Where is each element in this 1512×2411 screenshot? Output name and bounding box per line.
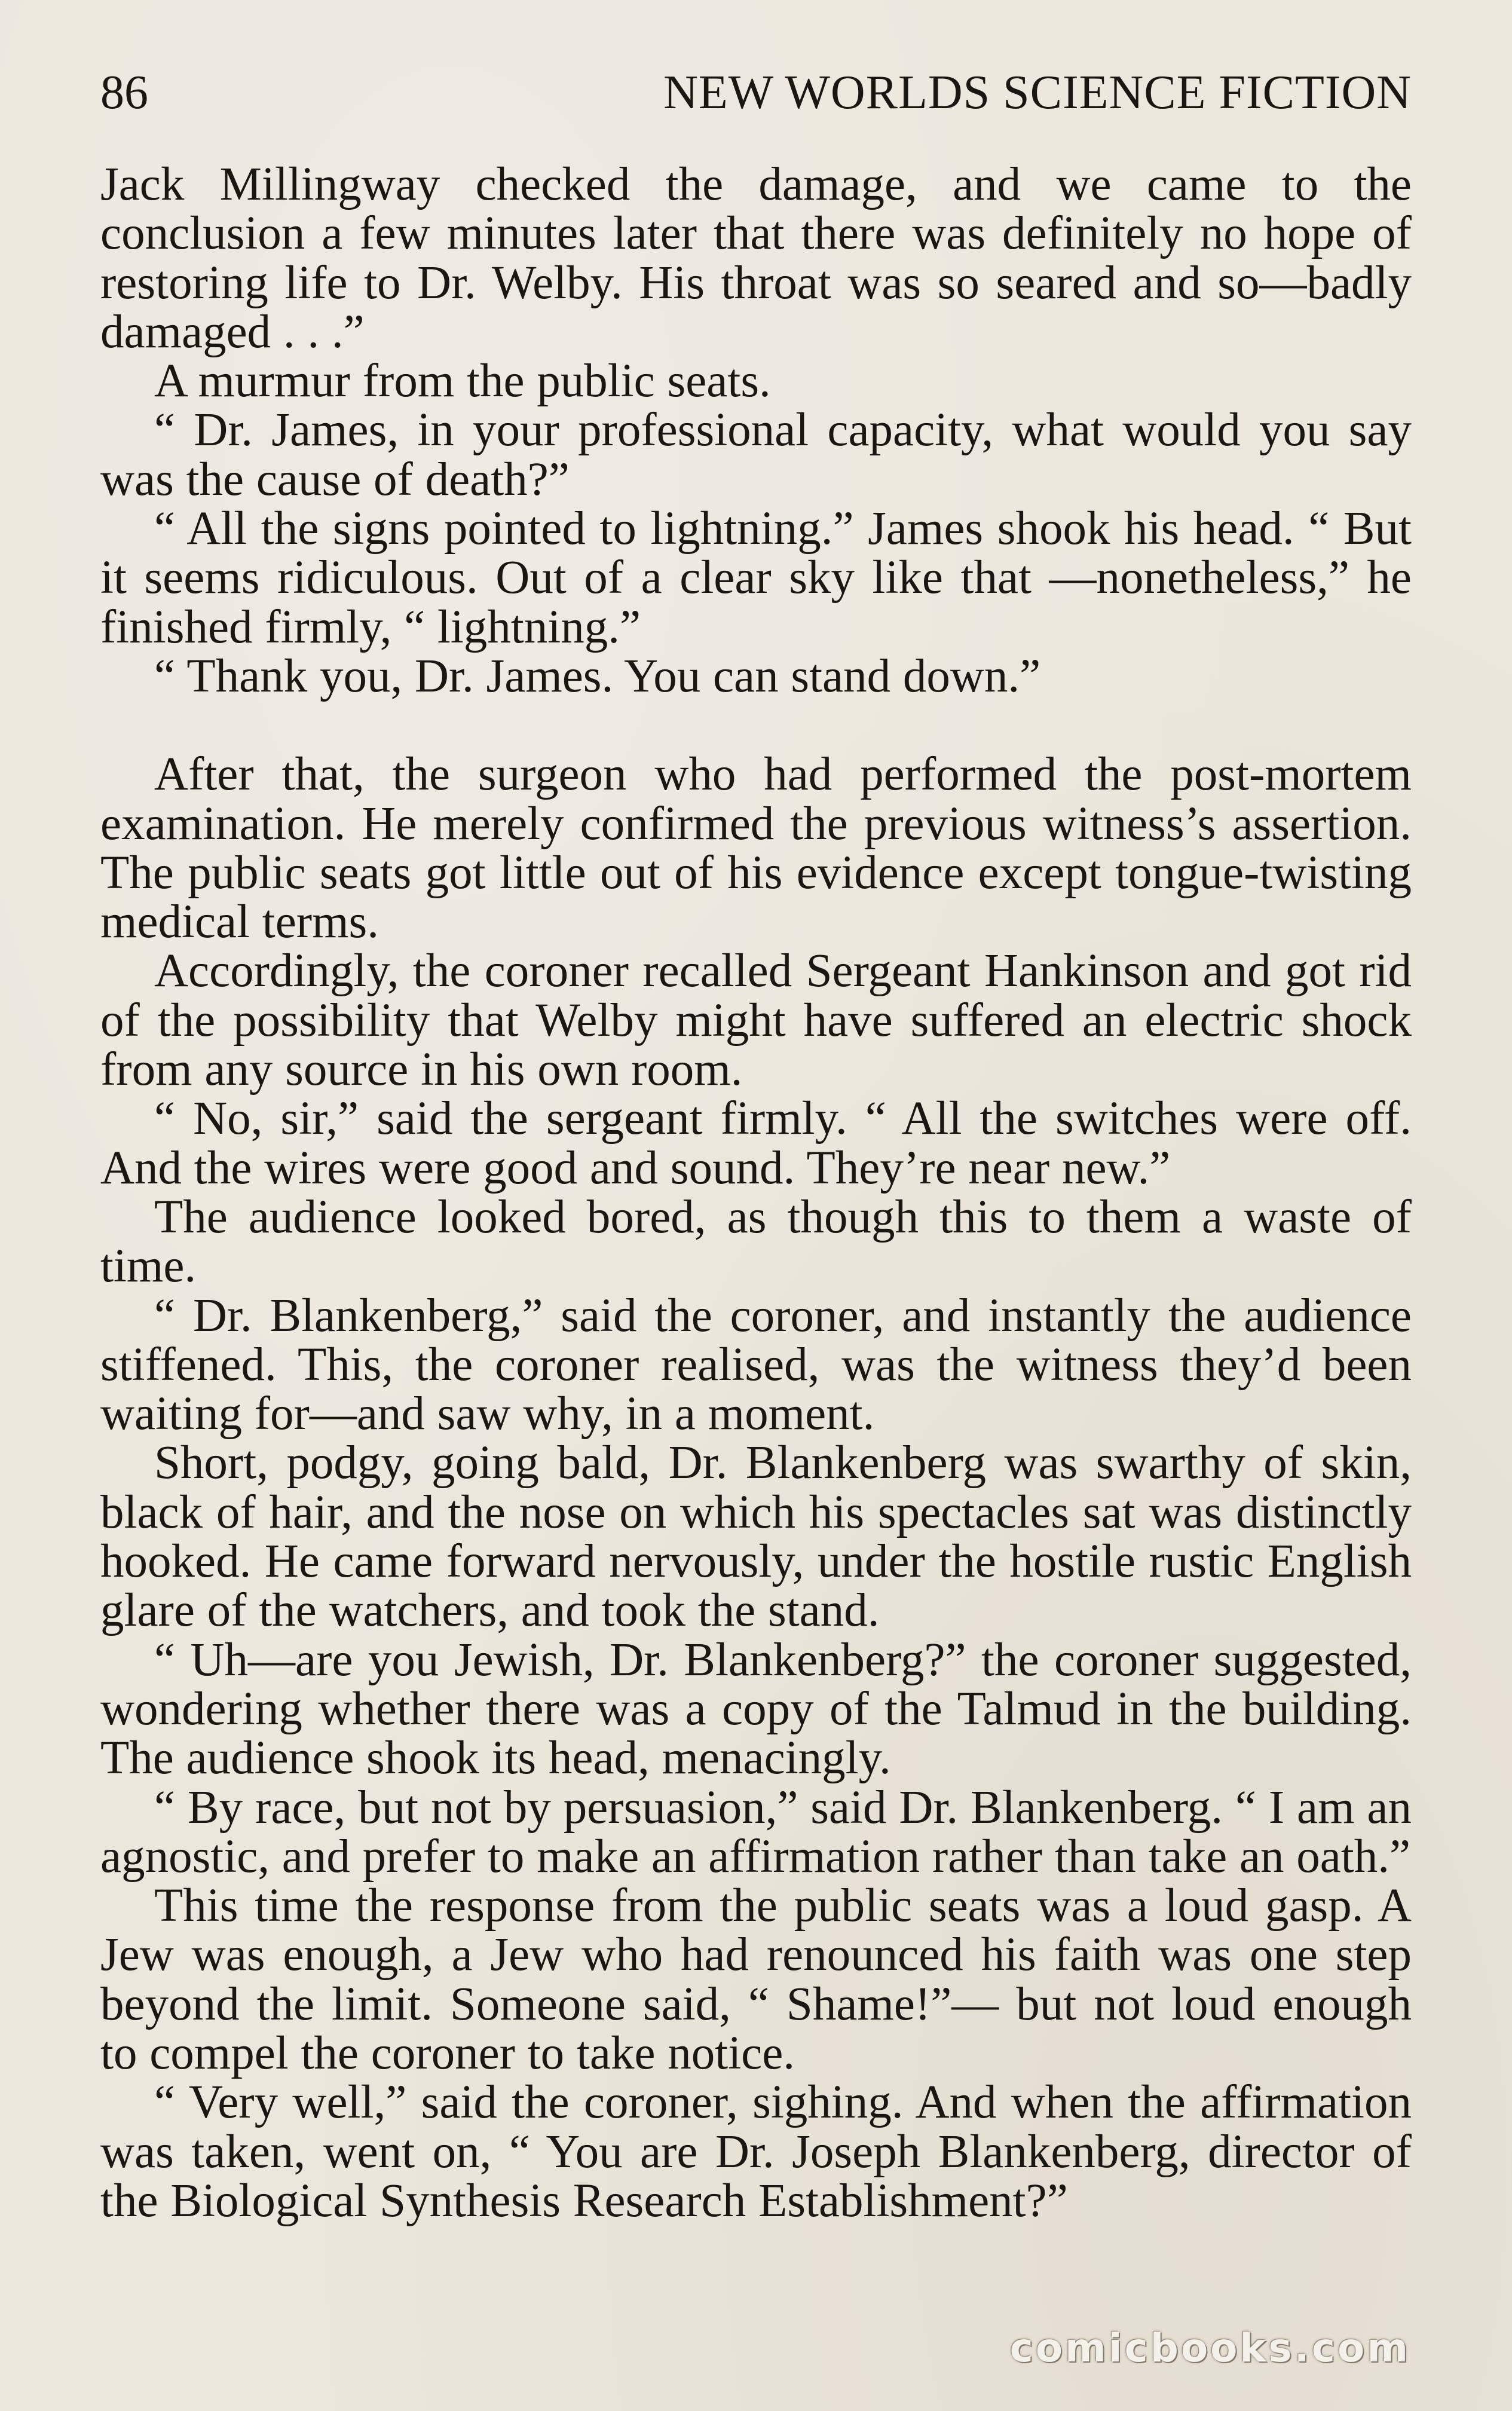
paragraph: Short, podgy, going bald, Dr. Blankenberg was swarthy of skin, black of hair, and the nose on which his spectacles sat was distinctly hooked. He came forward nervously, under the hostile rustic English glare of the watchers, and took the stand. bbox=[100, 1437, 1412, 1637]
paragraph: “ No, sir,” said the sergeant firmly. “ All the switches were off. And the wires were good and sound. They’re near new.” bbox=[100, 1093, 1412, 1194]
paragraph: Accordingly, the coroner recalled Sergeant Hankinson and got rid of the possibility that Welby might have suffered an electric shock from any source in his own room. bbox=[100, 945, 1412, 1096]
page-header bbox=[100, 60, 1412, 126]
running-title: NEW WORLDS SCIENCE FICTION bbox=[663, 66, 1412, 119]
page-number: 86 bbox=[100, 66, 148, 119]
source-watermark: comicbooks.com bbox=[1009, 2325, 1410, 2371]
paragraph: The audience looked bored, as though this to them a waste of time. bbox=[100, 1191, 1412, 1293]
paragraph: “ Thank you, Dr. James. You can stand down.” bbox=[154, 650, 1041, 702]
paragraph: This time the response from the public seats was a loud gasp. A Jew was enough, a Jew who had renounced his faith was one step beyond the limit. Someone said, “ Shame!”— but not loud enough to compel the coroner to take notice. bbox=[100, 1880, 1412, 2079]
paragraph: “ Very well,” said the coroner, sighing. And when the affirmation was taken, went on, “ You are Dr. Joseph Blankenberg, director of the Biological Synthesis Research Establishment?” bbox=[100, 2076, 1412, 2227]
paragraph: A murmur from the public seats. bbox=[154, 355, 771, 408]
paragraph: “ By race, but not by persuasion,” said Dr. Blankenberg. “ I am an agnostic, and prefer to make an affirmation rather than take an oath.” bbox=[100, 1781, 1412, 1883]
paragraph: “ Dr. James, in your professional capacity, what would you say was the cause of death?” bbox=[100, 404, 1412, 506]
paragraph: Jack Millingway checked the damage, and we came to the conclusion a few minutes later that there was definitely no hope of restoring life to Dr. Welby. His throat was so seared and so—badly damaged . . .” bbox=[100, 158, 1412, 358]
paragraph: “ Uh—are you Jewish, Dr. Blankenberg?” the coroner suggested, wondering whether there was a copy of the Talmud in the building. The audience shook its head, menacingly. bbox=[100, 1633, 1412, 1785]
paragraph: “ All the signs pointed to lightning.” James shook his head. “ But it seems ridiculous. Out of a clear sky like that —nonetheless,” he finished firmly, “ lightning.” bbox=[100, 503, 1412, 653]
paragraph: After that, the surgeon who had performed the post-mortem examination. He merely confirmed the previous witness’s assertion. The public seats got little out of his evidence except tongue-twisting medical terms. bbox=[100, 748, 1412, 949]
story-text bbox=[100, 160, 1412, 2226]
paragraph: “ Dr. Blankenberg,” said the coroner, and instantly the audience stiffened. This, the coroner realised, was the witness they’d been waiting for—and saw why, in a moment. bbox=[100, 1289, 1412, 1440]
